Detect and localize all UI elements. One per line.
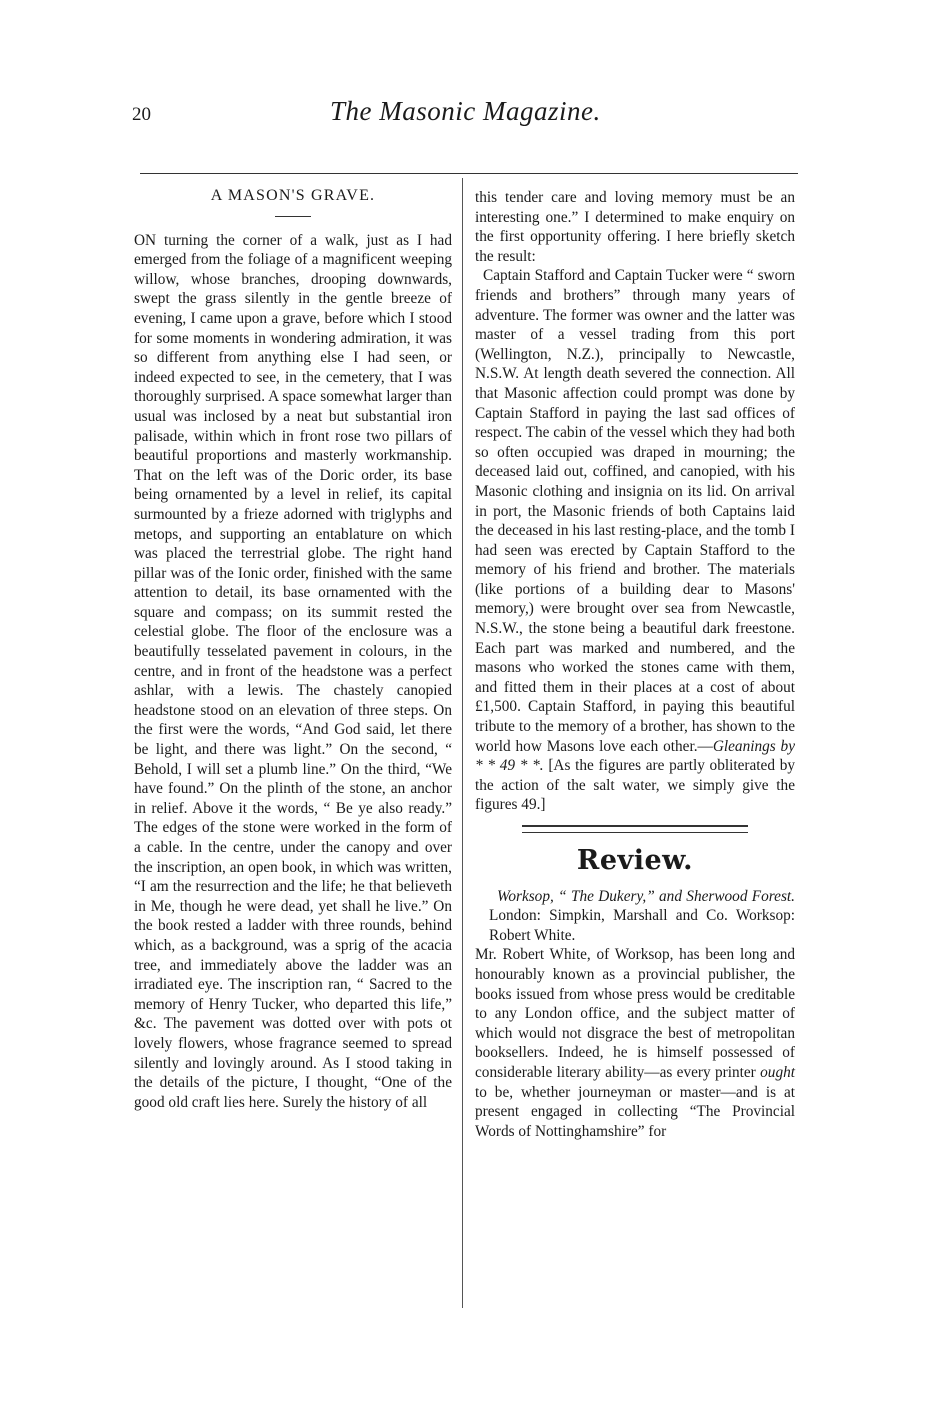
review-text-1: Robert White, of Worksop, has been long and honourably known as a provincial publisher, the books issued from whose press would be creditable to any London office, and the subject matter of which would not disgrace the best of metropolitan booksellers. Indeed, he is himself possessed of considerable literary ability—as every printer — [475, 946, 795, 1081]
book-title-1: Worksop, — [497, 887, 554, 905]
page-number: 20 — [132, 104, 151, 125]
article-title: A MASON'S GRAVE. — [210, 187, 376, 204]
article-paragraph-2 — [475, 266, 795, 815]
title-rule — [275, 216, 311, 217]
book-publisher: London: Simpkin, Marshall and Co. Worksop: Robert White. — [489, 907, 795, 944]
review-lead: Mr. — [475, 946, 497, 964]
section-divider — [522, 825, 748, 833]
left-column — [134, 186, 452, 1112]
article-paragraph-2-text: Captain Stafford and Captain Tucker were “ sworn friends and brothers” through many years of adventure. The former was owner and the latter was master of a vessel trading from this port (Wellington, N.Z.), principally to Newcastle, N.S.W. At length death severed the connection. All that Masonic affection could prompt was done by Captain Stafford in paying the last sad offices of respect. The cabin of the vessel which they had both so often occupied was draped in mourning; the deceased laid out, coffined, and canopied, with his Masonic clothing and insignia on its lid. On arrival in port, the Masonic friends of both Captains laid the deceased in his last resting-place, and the tomb I had seen was erected by Captain Stafford to the memory of his friend and brother. The materials (like portions of a building dear to Masons' memory,) were brought over sea from Newcastle, N.S.W., the stone being a beautiful dark freestone. Each part was marked and numbered, and the masons who worked the stones came with them, and fitted them in their places at a cost of about £1,500. Captain Stafford, in paying this beautiful tribute to the memory of a brother, has shown to the world how Masons love each other.— — [475, 267, 796, 755]
article-continuation: this tender care and loving memory must be an interesting one.” I determined to make enquiry on the first opportunity offering. I here briefly sketch the result: — [475, 189, 795, 265]
dropcap: ON — [134, 231, 157, 249]
header-rule — [140, 173, 798, 174]
book-title-2: “ The Dukery,” and Sherwood Forest. — [553, 887, 795, 905]
review-italic: ought — [760, 1063, 795, 1081]
book-reference — [475, 887, 795, 946]
right-column — [475, 188, 795, 1141]
review-text-2: to be, whether journeyman or master—and is at present engaged in collecting “The Provincial Words of Nottinghamshire” for — [475, 1083, 795, 1140]
review-paragraph — [475, 945, 795, 1141]
article-paragraph — [134, 231, 452, 1113]
source-citation: Gleanings by * * 49 * *. — [475, 737, 795, 775]
running-title: The Masonic Magazine. — [330, 96, 601, 126]
source-note: [As the figures are partly obliterated by the action of the salt water, we simply give the figures 49.] — [475, 757, 795, 814]
article-paragraph-text: turning the corner of a walk, just as I had emerged from the foliage of a magnificent weeping willow, whose branches, drooping downwards, swept the grass silently in the gentle breeze of evening, I came upon a grave, before which I stood for some moments in wondering admiration, it was so different from anything else I had seen, or indeed expected to see, in the cemetery, that I was thoroughly surprised. A space somewhat larger than usual was inclosed by a neat but substantial iron palisade, within which in front rose two pillars of beautiful proportions and masterly workmanship. That on the left was of the Doric order, its base being ornamented by a level in relief, its capital surmounted by a frieze adorned with triglyphs and metops, and supporting an entablature on which was placed the terrestrial globe. The right hand pillar was of the Ionic order, finished with the same attention to detail, its base ornamented with the square and compass; on its summit rested the celestial globe. The floor of the enclosure was a beautifully tesselated pavement in colours, in the centre, and in front of the headstone was a perfect ashlar, with a lewis. The chastely canopied headstone stood on an elevation of three steps. On the first were the words, “And God said, let there be light, and there was light.” On the second, “ Behold, I will set a plumb line.” On the third, “We have found.” On the plinth of the stone, an anchor in relief. Above it the words, “ Be ye also ready.” The edges of the stone were worked in the form of a cable. In the centre, under the canopy and over the inscription, an open book, in which was written, “I am the resurrection and the life; he that believeth in Me, though he were dead, yet shall he live.” On the book rested a ladder with three rounds, behind which, as a background, was a sprig of the acacia tree, and immediately above the ladder was an irradiated eye. The inscription ran, “ Sacred to the memory of Henry Tucker, who departed this life,” &c. The pavement was dotted over with pots ot lovely flowers, whose fragrance seemed to spread silently and lovingly around. As I stood taking in the details of the picture, I thought, “One of the good old craft lies here. Surely the history of all — [134, 231, 452, 1111]
column-divider — [462, 178, 463, 1308]
section-heading: Review. — [576, 845, 694, 876]
